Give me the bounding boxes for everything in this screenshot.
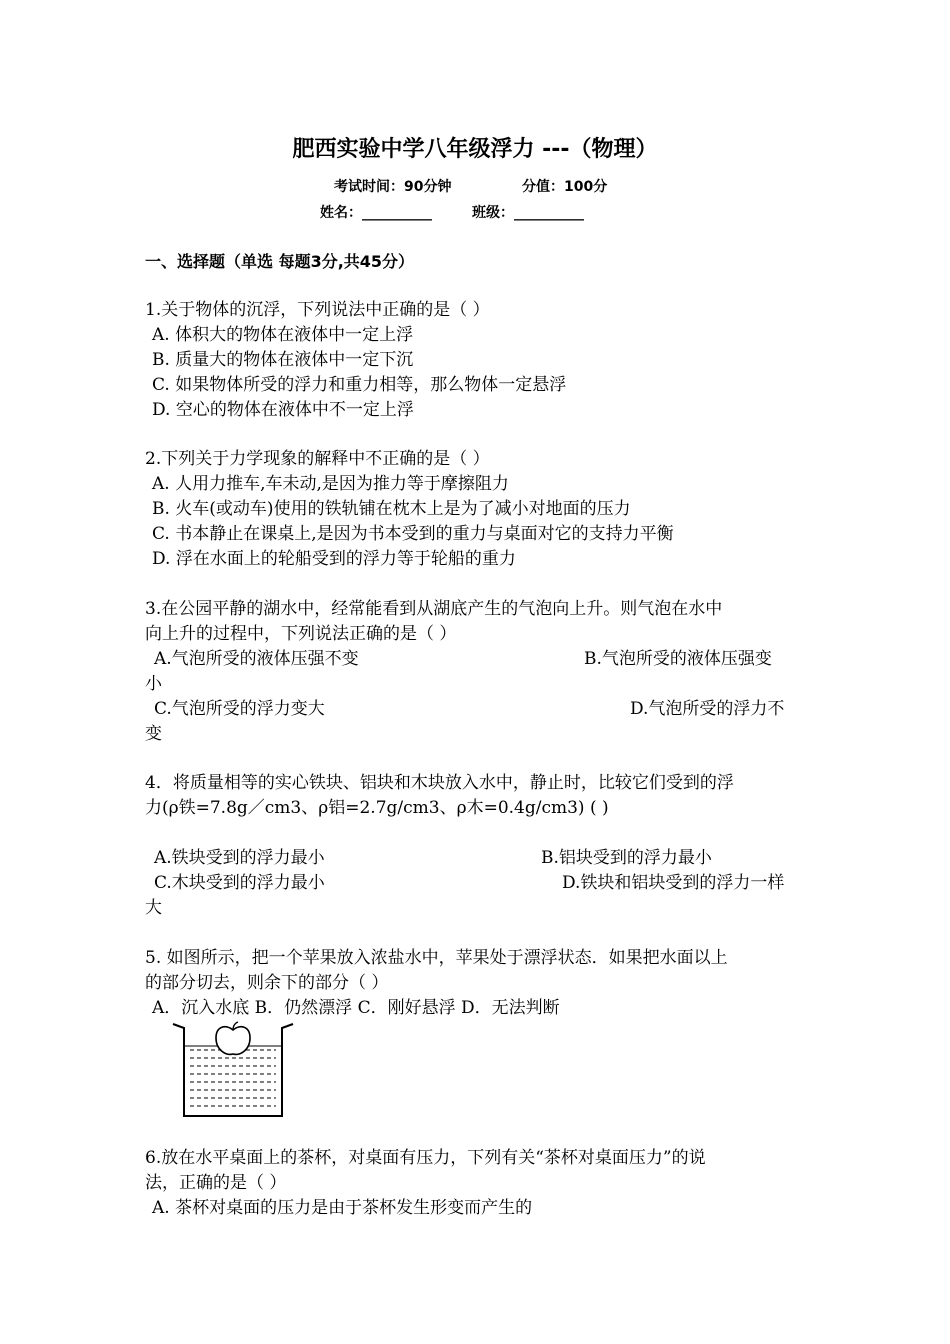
option-a: A. 体积大的物体在液体中一定上浮 xyxy=(152,325,414,345)
option-d-wrap: 大 xyxy=(145,898,162,918)
option-a: A. 茶杯对桌面的压力是由于茶杯发生形变而产生的 xyxy=(152,1198,533,1218)
question-stem-line2: 法，正确的是（ ） xyxy=(145,1173,287,1193)
option-b: B. 质量大的物体在液体中一定下沉 xyxy=(152,350,414,370)
option-a: A. 人用力推车,车未动,是因为推力等于摩擦阻力 xyxy=(152,474,509,494)
options-row: A．沉入水底 B．仍然漂浮 C．刚好悬浮 D．无法判断 xyxy=(152,998,560,1018)
option-c: C. 书本静止在课桌上,是因为书本受到的重力与桌面对它的支持力平衡 xyxy=(152,524,674,544)
option-a: A.铁块受到的浮力最小 xyxy=(154,848,325,868)
option-c: C.木块受到的浮力最小 xyxy=(154,873,325,893)
question-stem-line1: 5. 如图所示，把一个苹果放入浓盐水中，苹果处于漂浮状态．如果把水面以上 xyxy=(145,948,728,968)
option-a: A.气泡所受的液体压强不变 xyxy=(154,649,359,669)
option-d-wrap: 变 xyxy=(145,724,162,744)
question-stem: 1.关于物体的沉浮，下列说法中正确的是（ ） xyxy=(145,300,490,320)
option-b: B.铝块受到的浮力最小 xyxy=(541,848,712,868)
exam-score: 分值：100分 xyxy=(522,179,608,195)
option-d: D.气泡所受的浮力不 xyxy=(630,699,785,719)
question-stem-line1: 3.在公园平静的湖水中，经常能看到从湖底产生的气泡向上升。则气泡在水中 xyxy=(145,599,723,619)
class-field: 班级：__________ xyxy=(472,205,584,221)
section-heading: 一、选择题（单选 每题3分,共45分） xyxy=(145,252,415,271)
exam-time: 考试时间：90分钟 xyxy=(334,179,452,195)
brine-water xyxy=(190,1050,276,1106)
option-c: C.气泡所受的浮力变大 xyxy=(154,699,325,719)
option-b: B. 火车(或动车)使用的铁轨铺在枕木上是为了减小对地面的压力 xyxy=(152,499,631,519)
option-d: D. 空心的物体在液体中不一定上浮 xyxy=(152,400,414,420)
question-stem: 2.下列关于力学现象的解释中不正确的是（ ） xyxy=(145,449,490,469)
question-stem-line1: 6.放在水平桌面上的茶杯，对桌面有压力，下列有关“茶杯对桌面压力”的说 xyxy=(145,1148,706,1168)
question-stem-line2: 向上升的过程中，下列说法正确的是（ ） xyxy=(145,624,457,644)
name-field: 姓名：__________ xyxy=(320,205,432,221)
option-d: D.铁块和铝块受到的浮力一样 xyxy=(562,873,785,893)
apple-in-beaker-figure xyxy=(170,1020,296,1120)
option-d: D. 浮在水面上的轮船受到的浮力等于轮船的重力 xyxy=(152,549,516,569)
question-stem-line1: 4．将质量相等的实心铁块、铝块和木块放入水中，静止时，比较它们受到的浮 xyxy=(145,773,734,793)
apple-icon xyxy=(216,1022,250,1054)
option-c: C. 如果物体所受的浮力和重力相等，那么物体一定悬浮 xyxy=(152,375,567,395)
option-b: B.气泡所受的液体压强变 xyxy=(584,649,772,669)
question-stem-line2: 的部分切去，则余下的部分（ ） xyxy=(145,973,389,993)
option-b-wrap: 小 xyxy=(145,674,162,694)
question-stem-line2: 力(ρ铁=7.8g／cm3、ρ铝=2.7g/cm3、ρ木=0.4g/cm3) ( ) xyxy=(145,798,609,818)
exam-title: 肥西实验中学八年级浮力 ---（物理） xyxy=(292,137,658,162)
